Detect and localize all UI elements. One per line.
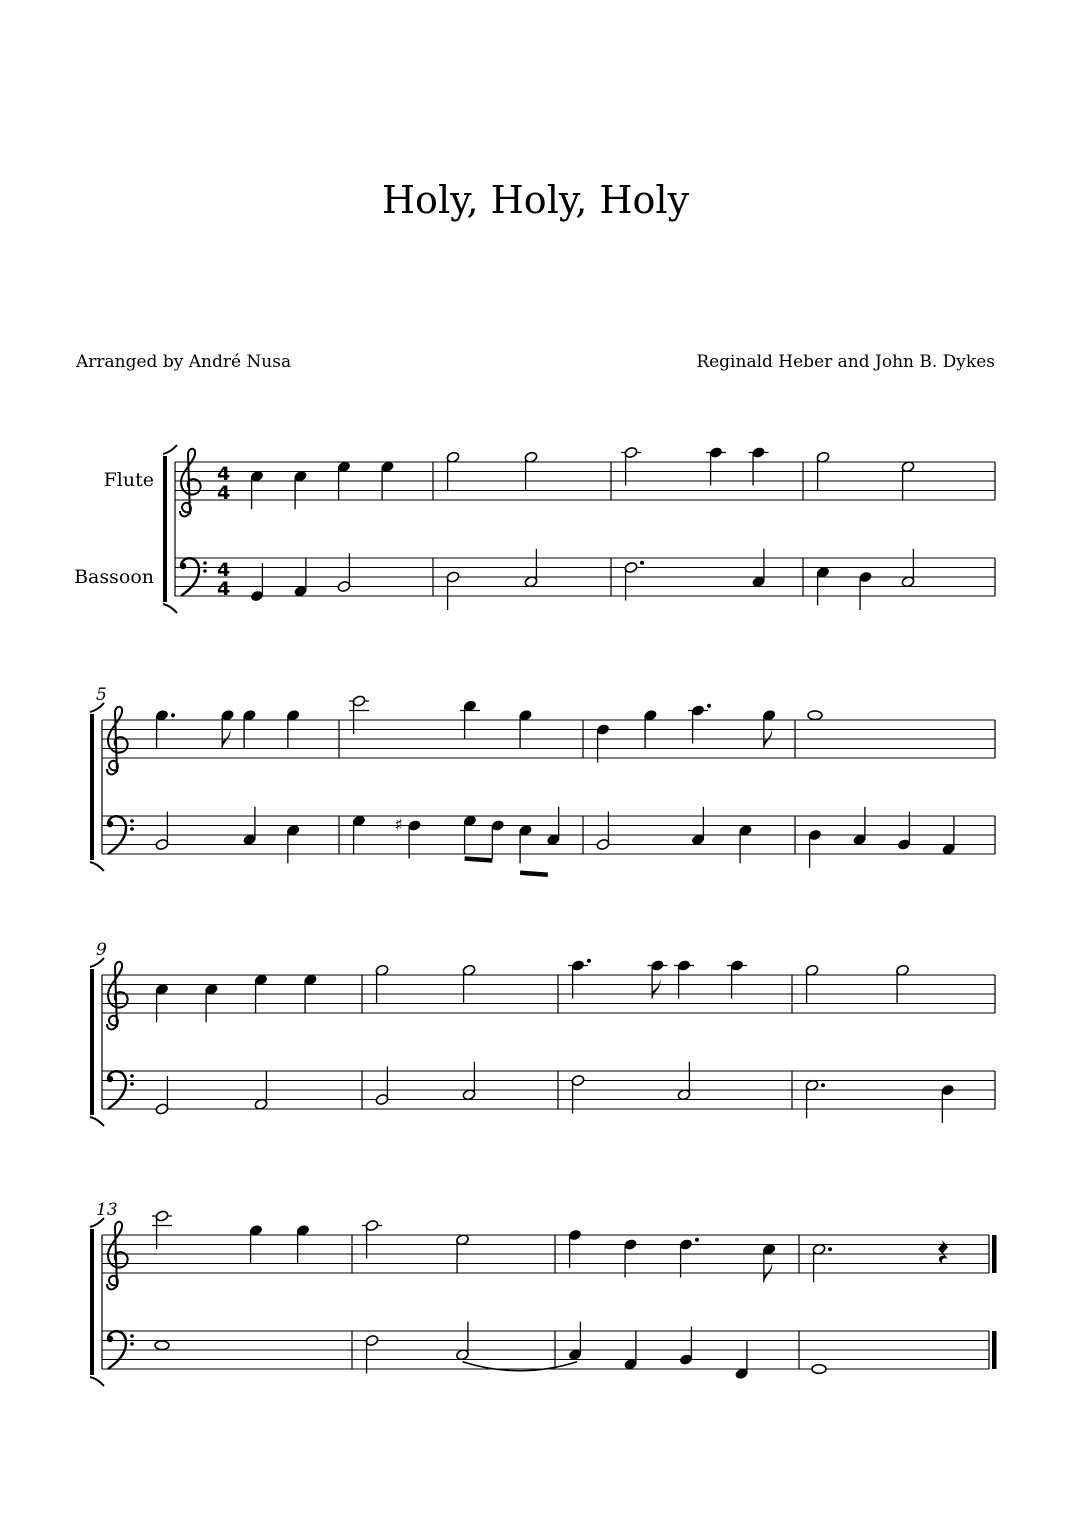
flute-note-dot [695, 1238, 699, 1242]
bassoon-note-dot [640, 561, 644, 565]
bass-clef-upper-dot [203, 561, 207, 565]
treble-clef-path [107, 962, 128, 1030]
bass-clef-lower-dot [130, 1342, 134, 1346]
treble-clef-path [107, 1222, 128, 1290]
bassoon-beam [465, 859, 493, 861]
instrument-label-flute: Flute [103, 469, 154, 491]
system-bracket-bottom [90, 1377, 104, 1386]
flute-note-dot [587, 959, 591, 963]
measure-number: 13 [96, 1200, 118, 1220]
bass-clef-dot [107, 1076, 113, 1082]
treble-clef-icon [107, 707, 128, 775]
flute-note-notehead [808, 711, 822, 720]
flute-note-flag [764, 1262, 772, 1282]
flute-note-flag [652, 979, 660, 999]
system-bracket-bottom [90, 1117, 104, 1126]
flute-note-dot [828, 1247, 832, 1251]
flute-note-dot [707, 704, 711, 708]
treble-clef-icon [180, 449, 201, 517]
bassoon-time-signature-bottom: 4 [217, 578, 231, 600]
bass-clef-dot [107, 821, 113, 827]
treble-clef-path [107, 707, 128, 775]
arranger-credit: Arranged by André Nusa [76, 352, 292, 372]
treble-clef-path [180, 449, 201, 517]
bass-clef-upper-dot [130, 1334, 134, 1338]
bassoon-note-sharp-sign: ♯ [394, 815, 403, 836]
instrument-label-bassoon: Bassoon [74, 566, 154, 588]
final-barline [992, 1235, 997, 1273]
bassoon-note-dot [821, 1083, 825, 1087]
bass-clef-dot [180, 563, 186, 569]
system-bracket-top [163, 445, 177, 454]
flute-time-signature-top: 4 [217, 463, 231, 485]
flute-note-flag [764, 728, 772, 748]
bass-clef-lower-dot [130, 827, 134, 831]
bass-clef-lower-dot [203, 569, 207, 573]
flute-note-flag [222, 728, 230, 748]
bass-clef-upper-dot [130, 1074, 134, 1078]
treble-clef-icon [107, 962, 128, 1030]
treble-clef-icon [107, 1222, 128, 1290]
score-title: Holy, Holy, Holy [381, 178, 690, 222]
system-bracket-bottom [90, 862, 104, 871]
bass-clef-dot [107, 1336, 113, 1342]
bassoon-note-notehead [812, 1365, 826, 1374]
measure-number: 5 [96, 685, 107, 705]
flute-note-dot [171, 713, 175, 717]
flute-note-quarter-rest [938, 1240, 948, 1264]
bassoon-time-signature-top: 4 [217, 559, 231, 581]
flute-time-signature-bottom: 4 [217, 482, 231, 504]
bassoon-note-notehead [155, 1341, 169, 1350]
final-barline [992, 1331, 997, 1369]
composer-credit: Reginald Heber and John B. Dykes [696, 352, 995, 372]
bassoon-beam [520, 873, 548, 875]
measure-number: 9 [96, 940, 107, 960]
bass-clef-lower-dot [130, 1082, 134, 1086]
bass-clef-upper-dot [130, 819, 134, 823]
system-bracket-bottom [163, 604, 177, 613]
